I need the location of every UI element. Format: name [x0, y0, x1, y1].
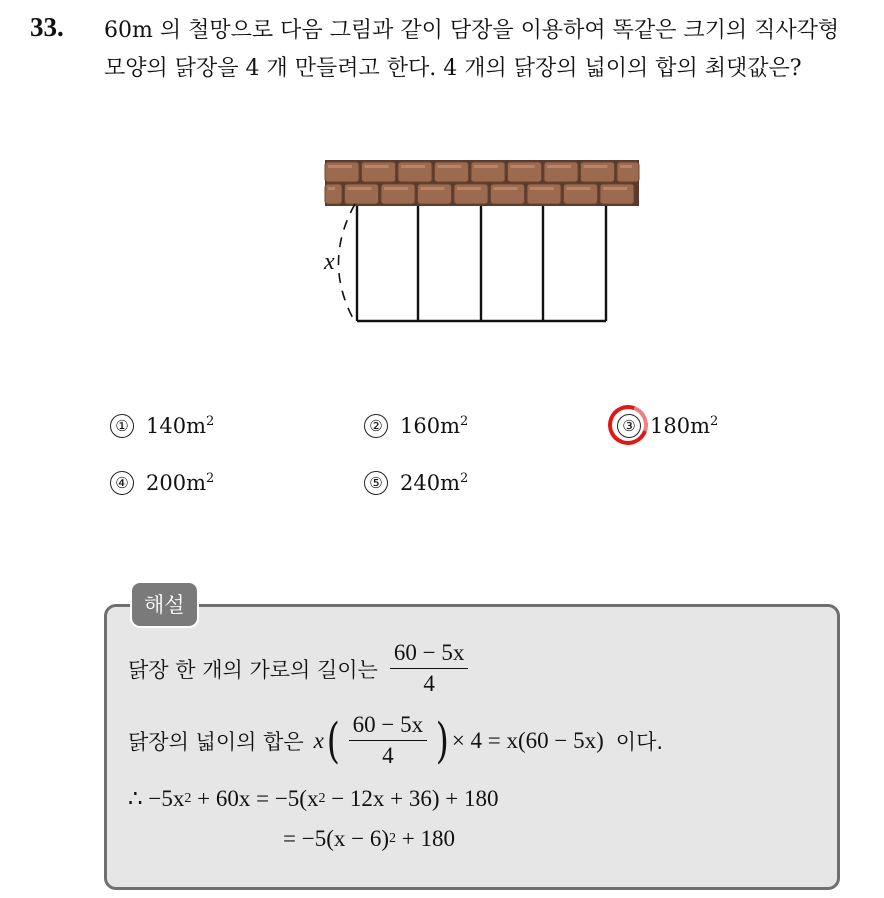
- brick-highlight: [365, 165, 389, 168]
- fraction: $\frac{60 - 5x}{4}$: [390, 640, 468, 697]
- choice-value: $240m^2$: [400, 471, 469, 495]
- brick-highlight: [457, 187, 481, 190]
- brick-highlight: [328, 165, 352, 168]
- choice-number: ①: [110, 414, 134, 438]
- question-text: 60m 의 철망으로 다음 그림과 같이 담장을 이용하여 똑같은 크기의 직사각형 모양의 닭장을 4 개 만들려고 한다. 4 개의 닭장의 넓이의 합의 최댓값은?: [104, 18, 840, 81]
- brick-highlight: [384, 187, 408, 190]
- choice-number: ②: [364, 414, 388, 438]
- fence-lines: [357, 206, 606, 321]
- brick-highlight: [438, 165, 462, 168]
- choice-1[interactable]: [110, 414, 214, 438]
- brick-highlight: [494, 187, 518, 190]
- brick-highlight: [474, 165, 498, 168]
- choice-5[interactable]: [364, 471, 468, 495]
- solution-line-3: ∴ −5x 2 + 60x = −5(x 2 − 12x + 36) + 180: [128, 786, 499, 811]
- choice-number: ⑤: [364, 471, 388, 495]
- brick-highlight: [530, 187, 554, 190]
- choice-3[interactable]: [617, 414, 718, 438]
- chicken-coop-figure: [310, 150, 650, 340]
- brick-highlight: [401, 165, 425, 168]
- solution-line-4: = −5(x − 6) 2 + 180: [283, 826, 455, 851]
- dimension-arc: [339, 204, 356, 322]
- solution-line-1: 닭장 한 개의 가로의 길이는 $\frac{60 - 5x}{4}$: [128, 640, 474, 697]
- fraction: $\frac{60 - 5x}{4}$: [349, 712, 427, 769]
- solution-tag: 해설: [130, 581, 199, 628]
- choice-number: ④: [110, 471, 134, 495]
- left-paren: (: [326, 712, 340, 769]
- right-paren: ): [435, 712, 450, 769]
- brick-highlight: [511, 165, 535, 168]
- solution-line-2: 닭장의 넓이의 합은 x ( $\frac{60 - 5x}{4}$ ) × 4 = x(60 − 5x) 이다.: [128, 712, 664, 769]
- choice-2[interactable]: [364, 414, 468, 438]
- brick-highlight: [348, 187, 372, 190]
- brick-highlight: [328, 187, 335, 190]
- brick-highlight: [567, 187, 591, 190]
- brick-highlight: [547, 165, 571, 168]
- brick-highlight: [584, 165, 608, 168]
- choice-4[interactable]: [110, 471, 214, 495]
- choice-value: $200m^2$: [146, 471, 215, 495]
- choice-value: $180m^2$: [650, 414, 719, 438]
- choice-number-selected: ③: [617, 414, 641, 438]
- brick-highlight: [603, 187, 627, 190]
- question-number: 33.: [30, 12, 64, 42]
- brick-wall: [325, 160, 639, 206]
- variable-x-label: x: [324, 249, 335, 275]
- choice-value: $160m^2$: [400, 414, 469, 438]
- brick-highlight: [620, 165, 632, 168]
- choice-value: $140m^2$: [146, 414, 215, 438]
- brick-highlight: [421, 187, 445, 190]
